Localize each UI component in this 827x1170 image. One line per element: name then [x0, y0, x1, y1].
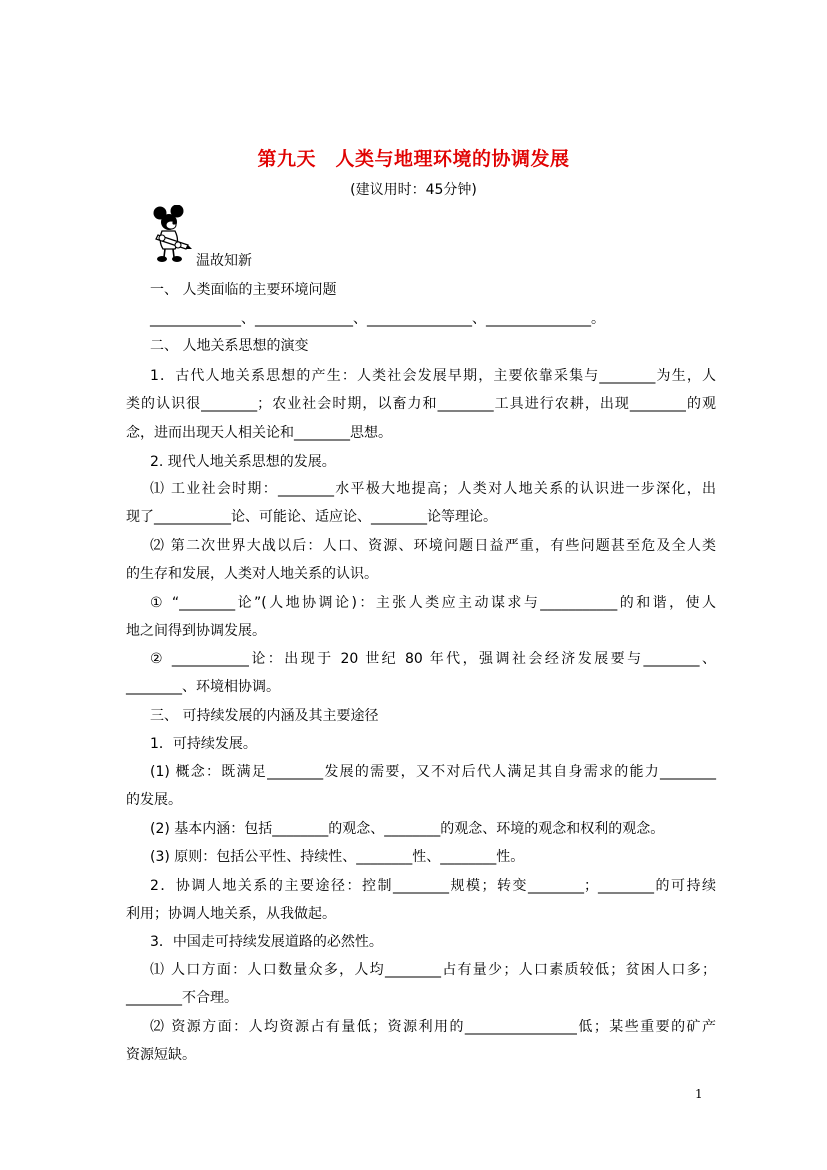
mickey-mouse-pencil-icon: [150, 205, 196, 265]
text-line-p9: (2) 基本内涵：包括________的观念、________的观念、环境的观念和权利的观念。: [150, 821, 665, 837]
recommended-time: (建议用时：45分钟): [350, 182, 477, 198]
text-line-b1: _____________、______________、_______________、_______________。: [150, 311, 605, 327]
text-line-p14a: ⑵ 资源方面：人均资源占有量低；资源利用的________________低；某些重要的矿产: [150, 1019, 716, 1035]
text-line-p1b: 类的认识很________；农业社会时期，以畜力和________工具进行农耕，出现________的观: [126, 396, 716, 412]
text-line-p1a: 1．古代人地关系思想的产生：人类社会发展早期，主要依靠采集与________为生，人: [150, 368, 716, 384]
text-line-p12: 3．中国走可持续发展道路的必然性。: [150, 934, 383, 950]
text-line-p5b: 地之间得到协调发展。: [126, 623, 266, 639]
section-label: 温故知新: [196, 253, 252, 269]
text-line-h2: 二、 人地关系思想的演变: [150, 338, 309, 354]
text-line-p11a: 2．协调人地关系的主要途径：控制________规模；转变________；________的可持续: [150, 878, 716, 894]
text-line-p6a: ② ___________论：出现于 20 世纪 80 年代，强调社会经济发展要与________、: [150, 651, 716, 667]
text-line-p8a: (1) 概念：既满足________发展的需要，又不对后代人满足其自身需求的能力________: [150, 764, 716, 780]
text-line-p5a: ① “________论”(人地协调论)：主张人类应主动谋求与___________的和谐，使人: [150, 595, 716, 611]
text-line-p8b: 的发展。: [126, 792, 182, 808]
text-line-p11b: 利用；协调人地关系，从我做起。: [126, 906, 336, 922]
text-line-p4a: ⑵ 第二次世界大战以后：人口、资源、环境问题日益严重，有些问题甚至危及全人类: [150, 538, 716, 554]
text-line-p2: 2. 现代人地关系思想的发展。: [150, 454, 336, 470]
text-line-h1: 一、 人类面临的主要环境问题: [150, 282, 337, 298]
text-line-h3: 三、 可持续发展的内涵及其主要途径: [150, 708, 379, 724]
text-line-p6b: ________、环境相协调。: [126, 679, 280, 695]
text-line-p3a: ⑴ 工业社会时期：________水平极大地提高；人类对人地关系的认识进一步深化，出: [150, 481, 716, 497]
text-line-p10: (3) 原则：包括公平性、持续性、________性、________性。: [150, 849, 525, 865]
text-line-p1c: 念，进而出现天人相关论和________思想。: [126, 425, 392, 441]
text-line-p13b: ________不合理。: [126, 990, 238, 1006]
text-line-p7: 1．可持续发展。: [150, 736, 257, 752]
text-line-p3b: 现了___________论、可能论、适应论、________论等理论。: [126, 509, 497, 525]
text-line-p14b: 资源短缺。: [126, 1047, 196, 1063]
page-title: 第九天 人类与地理环境的协调发展: [257, 148, 570, 170]
page-number: 1: [695, 1087, 703, 1101]
text-line-p4b: 的生存和发展，人类对人地关系的认识。: [126, 566, 378, 582]
text-line-p13a: ⑴ 人口方面：人口数量众多，人均________占有量少；人口素质较低；贫困人口多；: [150, 962, 716, 978]
